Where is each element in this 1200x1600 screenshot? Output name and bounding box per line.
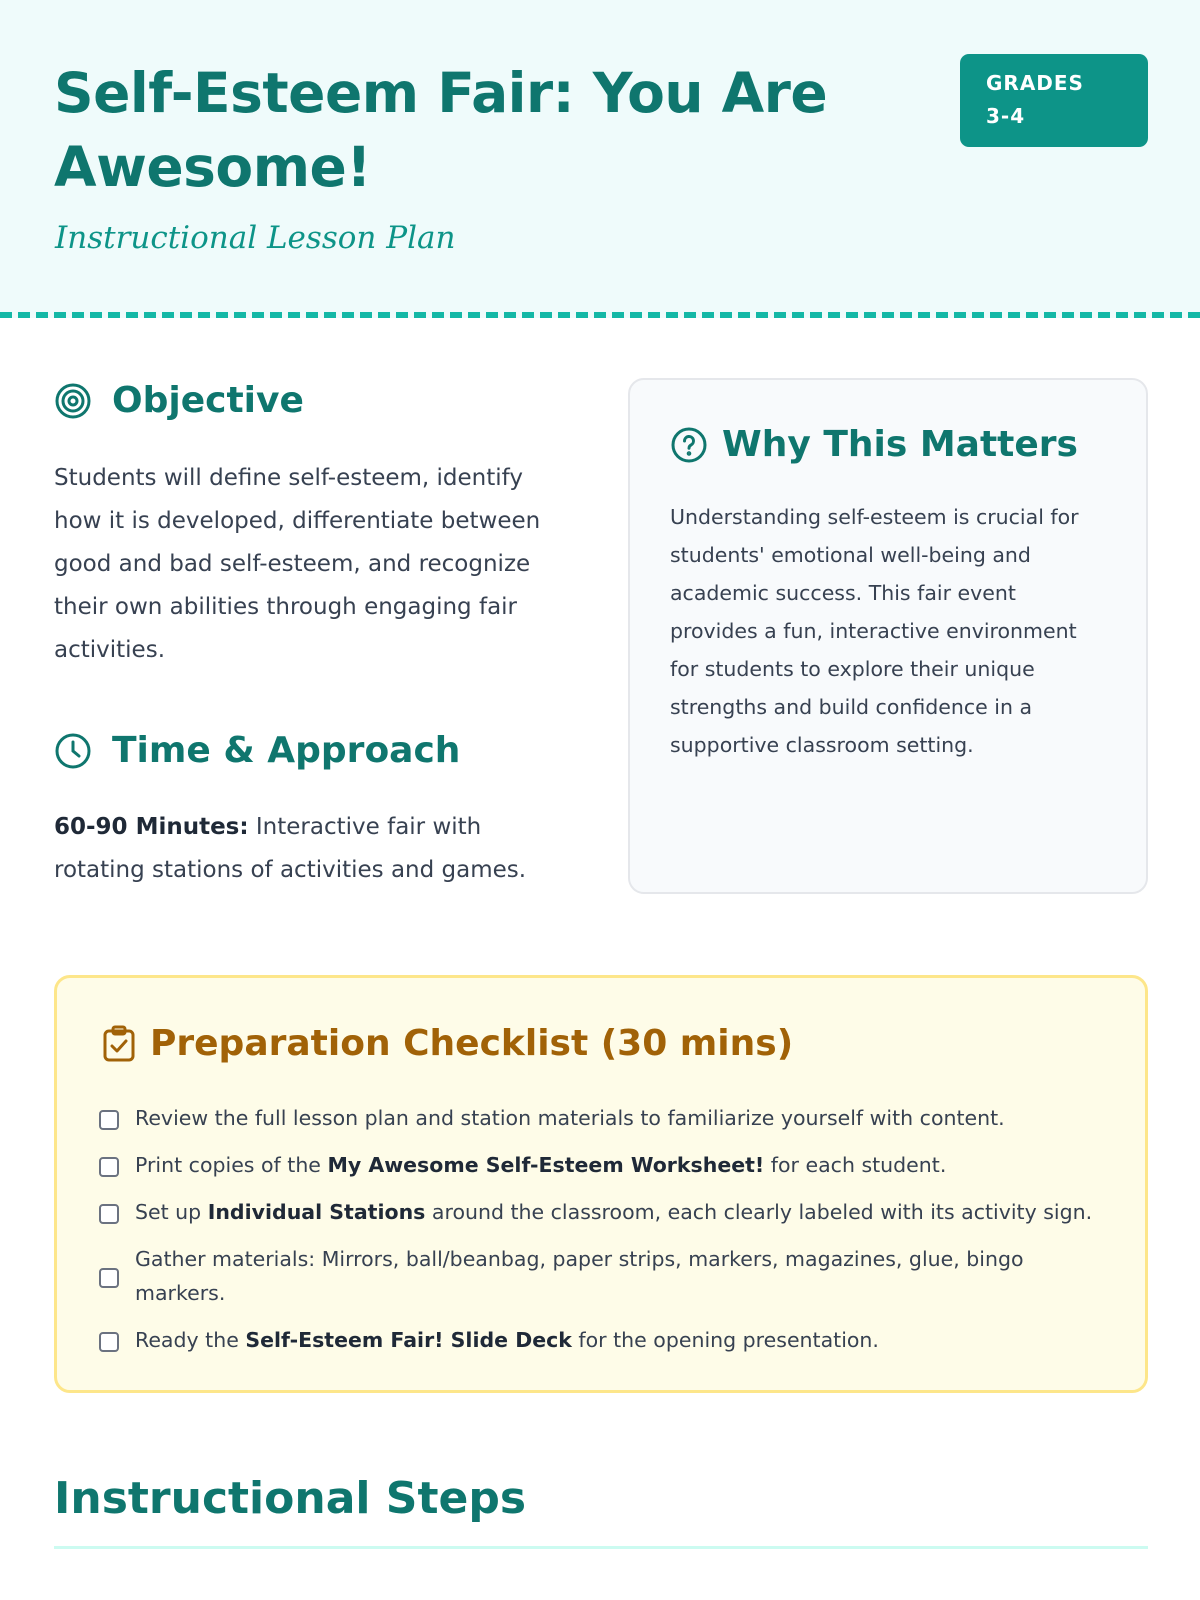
checklist-item xyxy=(99,1323,1109,1357)
checklist-item-text xyxy=(135,1242,1109,1310)
checkbox[interactable] xyxy=(99,1110,119,1130)
checklist-text-bold: My Awesome Self-Esteem Worksheet! xyxy=(327,1153,765,1177)
question-circle-icon xyxy=(670,426,708,464)
badge-label: GRADES xyxy=(986,71,1084,95)
checklist-text-post: for the opening presentation. xyxy=(571,1328,879,1352)
badge-grades: 3-4 xyxy=(986,104,1026,128)
time-description: Interactive fair with rotating stations of activities and games. xyxy=(54,814,527,883)
checklist-text-post: for each student. xyxy=(764,1153,947,1177)
clock-icon xyxy=(54,732,92,770)
checklist-text-pre: Gather materials: Mirrors, ball/beanbag, paper strips, markers, magazines, glue, bingo markers. xyxy=(135,1247,1024,1305)
checklist-text-post: around the classroom, each clearly labeled with its activity sign. xyxy=(425,1200,1093,1224)
why-card xyxy=(628,378,1148,894)
checkbox[interactable] xyxy=(99,1268,119,1288)
grade-badge xyxy=(960,54,1148,147)
checklist-text-bold: Self-Esteem Fair! Slide Deck xyxy=(245,1328,572,1352)
page-title: Self-Esteem Fair: You Are Awesome! xyxy=(54,61,828,199)
checklist-text-pre: Set up xyxy=(135,1200,208,1224)
instructional-steps-title: Instructional Steps xyxy=(54,1473,527,1524)
checklist-item-text xyxy=(135,1101,1005,1135)
checklist-text-pre: Review the full lesson plan and station materials to familiarize yourself with content. xyxy=(135,1106,1005,1130)
why-title: Why This Matters xyxy=(722,424,1078,465)
time-heading xyxy=(54,730,460,771)
target-icon xyxy=(54,382,92,420)
checkbox[interactable] xyxy=(99,1157,119,1177)
checklist-item-text xyxy=(135,1323,879,1357)
preparation-title: Preparation Checklist (30 mins) xyxy=(150,1023,794,1064)
time-duration: 60-90 Minutes: xyxy=(54,814,249,840)
section-divider xyxy=(54,1546,1148,1549)
why-text: Understanding self-esteem is crucial for students' emotional well-being and academic success. This fair event provides a fun, interactive environment for students to explore their unique strengths and build confidence in a supportive classroom setting. xyxy=(670,505,1079,757)
preparation-checklist xyxy=(54,975,1148,1393)
why-heading xyxy=(670,424,1078,465)
preparation-heading xyxy=(102,1023,793,1064)
checklist-item xyxy=(99,1242,1109,1310)
objective-text: Students will define self-esteem, identify how it is developed, differentiate between good and bad self-esteem, and recognize their own abilities through engaging fair activities. xyxy=(54,465,541,663)
checklist-text-bold: Individual Stations xyxy=(207,1200,426,1224)
page-subtitle: Instructional Lesson Plan xyxy=(55,220,456,256)
checkbox[interactable] xyxy=(99,1332,119,1352)
checkbox[interactable] xyxy=(99,1204,119,1224)
checklist-item xyxy=(99,1101,1109,1135)
clipboard-check-icon xyxy=(102,1025,136,1063)
checklist-item xyxy=(99,1148,1109,1182)
page-header xyxy=(0,0,1200,318)
checklist-text-pre: Print copies of the xyxy=(135,1153,328,1177)
checklist-item-text xyxy=(135,1195,1092,1229)
time-title: Time & Approach xyxy=(112,730,461,771)
checklist-item xyxy=(99,1195,1109,1229)
checklist-item-text xyxy=(135,1148,946,1182)
objective-title: Objective xyxy=(112,380,304,421)
objective-heading xyxy=(54,380,304,421)
checklist xyxy=(99,1101,1109,1370)
checklist-text-pre: Ready the xyxy=(135,1328,246,1352)
time-text xyxy=(54,806,574,892)
